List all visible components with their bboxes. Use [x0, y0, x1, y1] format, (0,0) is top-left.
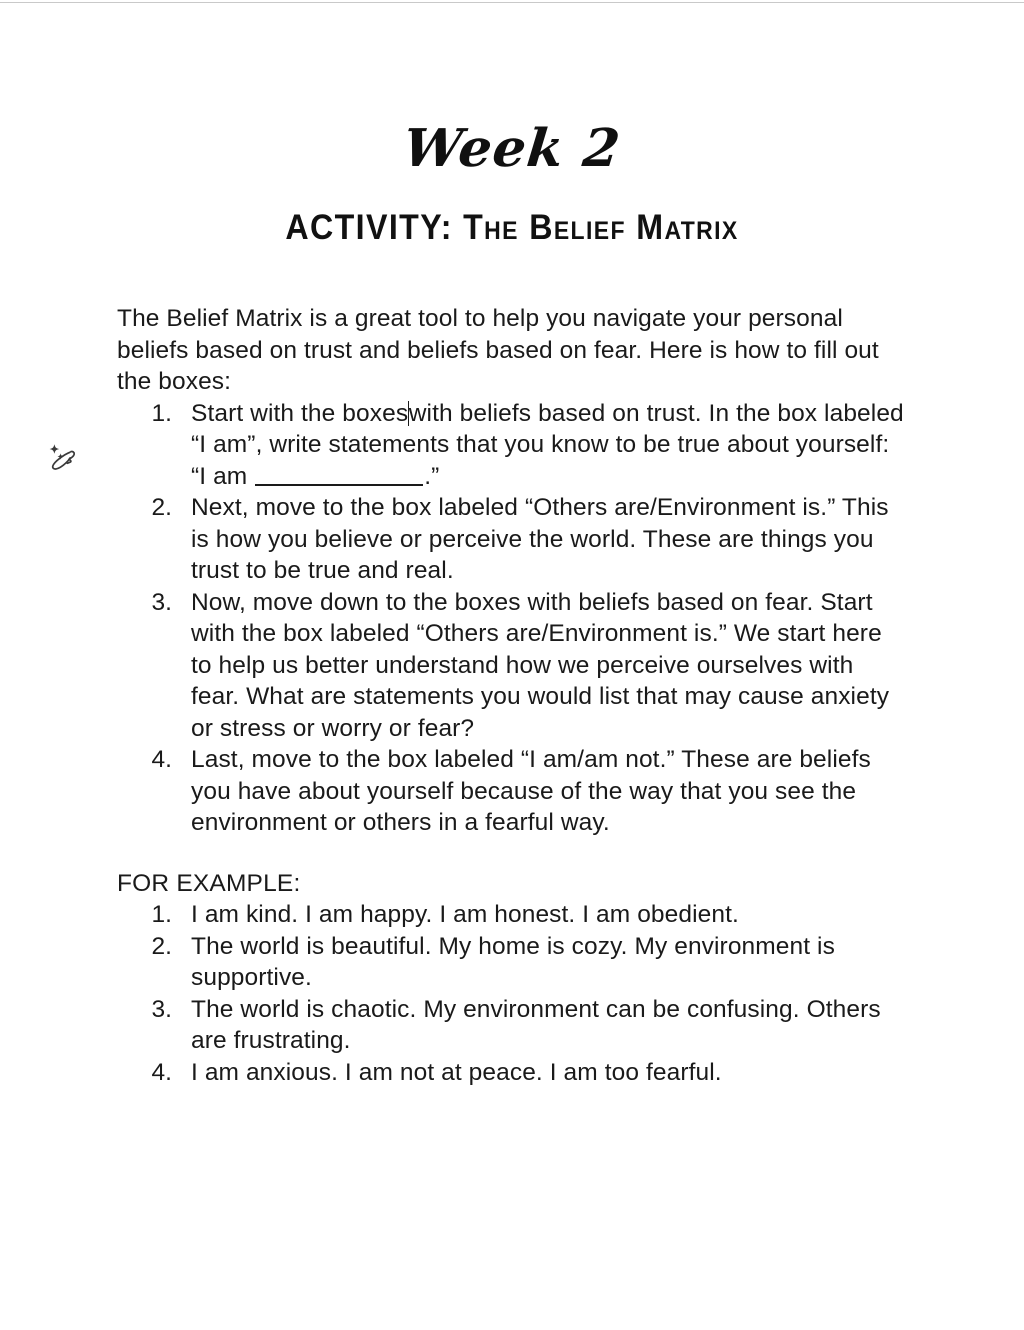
- page-title: Week 2: [400, 118, 624, 179]
- instructions-list: [117, 398, 907, 839]
- examples-list: [117, 899, 907, 1088]
- title-block: [0, 120, 1024, 250]
- step-1-text-end: .”: [424, 462, 440, 490]
- list-item: 4. I am anxious. I am not at peace. I am too fearful.: [179, 1057, 907, 1089]
- fill-in-blank[interactable]: [255, 484, 423, 486]
- page-top-divider: [0, 2, 1024, 3]
- step-1-text-before-caret: Start with the boxes: [191, 399, 409, 427]
- document-body: [117, 303, 907, 1088]
- for-example-heading: FOR EXAMPLE:: [117, 869, 301, 897]
- list-item: 1. I am kind. I am happy. I am honest. I am obedient.: [179, 899, 907, 931]
- list-item: 3. The world is chaotic. My environment can be confusing. Others are frustrating.: [179, 994, 907, 1057]
- page-subtitle: ACTIVITY: The Belief Matrix: [285, 208, 739, 247]
- list-item: 4. Last, move to the box labeled “I am/am not.” These are beliefs you have about yourself because of the way that you see the environment or others in a fearful way.: [179, 744, 907, 839]
- list-item: [179, 398, 907, 493]
- intro-paragraph: The Belief Matrix is a great tool to help you navigate your personal beliefs based on trust and beliefs based on fear. Here is how to fill out the boxes:: [117, 305, 879, 395]
- list-item: 2. Next, move to the box labeled “Others are/Environment is.” This is how you believe or perceive the world. These are things you trust to be true and real.: [179, 492, 907, 587]
- step-1-text-after-caret: with beliefs based on trust. In the box labeled “I am”, write statements that you know to be true about yourself: “I am: [191, 399, 904, 490]
- list-item: 3. Now, move down to the boxes with beliefs based on fear. Start with the box labeled “Others are/Environment is.” We start here to help us better understand how we perceive ourselves with fear. What are statements you would list that may cause anxiety or stress or worry or fear?: [179, 587, 907, 745]
- list-item: 2. The world is beautiful. My home is cozy. My environment is supportive.: [179, 931, 907, 994]
- magic-wand-sparkle-icon[interactable]: [42, 440, 80, 478]
